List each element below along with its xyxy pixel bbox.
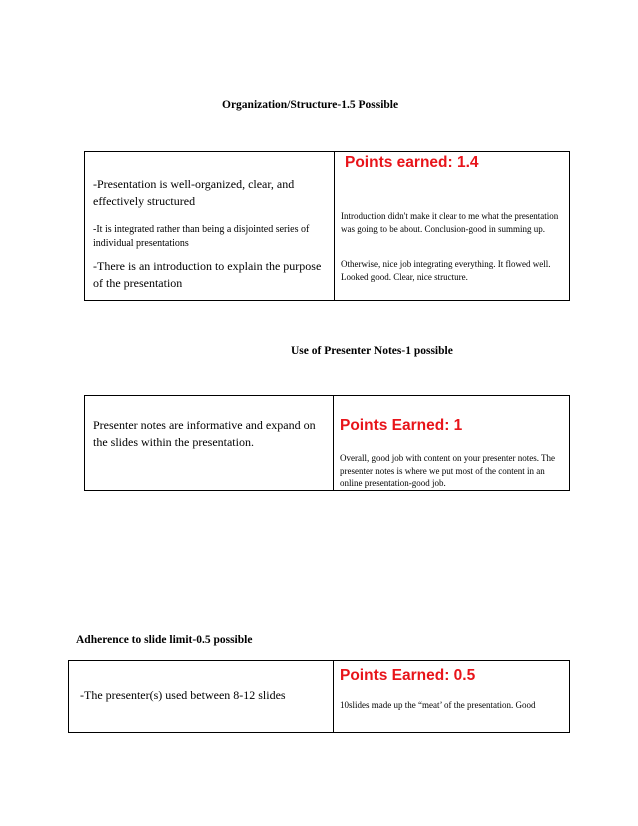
section-heading-slide-limit: Adherence to slide limit-0.5 possible: [76, 634, 253, 646]
grader-comment: Introduction didn't make it clear to me what the presentation was going to be about. Conclusion-good in summing up.: [341, 211, 559, 234]
rubric-box-organization: [84, 151, 570, 301]
criteria-column: [85, 396, 334, 490]
criterion-text: -It is integrated rather than being a disjointed series of individual presentations: [93, 224, 310, 249]
criterion-text: -Presentation is well-organized, clear, and effectively structured: [93, 177, 295, 208]
section-heading-presenter-notes: Use of Presenter Notes-1 possible: [291, 345, 453, 357]
score-column: [335, 152, 569, 300]
criterion-text: -The presenter(s) used between 8-12 slides: [80, 688, 286, 702]
points-earned: Points Earned: 0.5: [340, 667, 476, 684]
rubric-box-slide-limit: [68, 660, 570, 733]
section-heading-organization: Organization/Structure-1.5 Possible: [222, 99, 399, 111]
points-earned: Points earned: 1.4: [345, 154, 479, 171]
grader-comment: Overall, good job with content on your presenter notes. The presenter notes is where we put most of the content in an online presentation-good job.: [340, 453, 556, 488]
criteria-column: [69, 661, 334, 732]
rubric-box-presenter-notes: [84, 395, 570, 491]
points-earned: Points Earned: 1: [340, 417, 463, 434]
criterion-text: -There is an introduction to explain the purpose of the presentation: [93, 259, 322, 290]
criterion-text: Presenter notes are informative and expand on the slides within the presentation.: [93, 418, 316, 449]
grader-comment: Otherwise, nice job integrating everything. It flowed well. Looked good. Clear, nice structure.: [341, 259, 551, 282]
score-column: [334, 661, 569, 732]
criteria-column: [85, 152, 335, 300]
score-column: [334, 396, 569, 490]
grader-comment: 10slides made up the “meat’ of the presentation. Good: [340, 700, 536, 710]
